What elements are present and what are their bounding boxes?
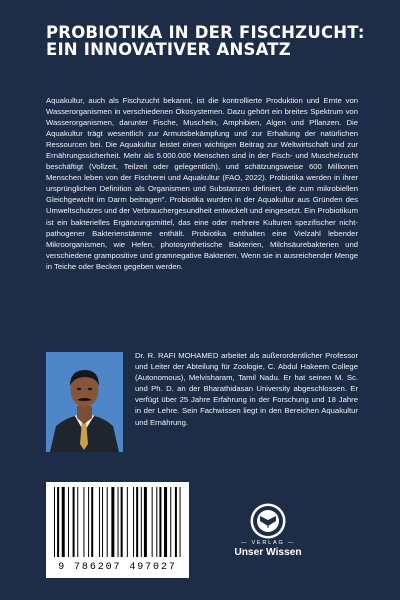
- publisher: [225, 502, 311, 562]
- barcode-bar: [57, 487, 59, 557]
- barcode-bar: [170, 487, 171, 557]
- barcode-bar: [73, 487, 75, 557]
- isbn-barcode: [46, 482, 189, 578]
- author-bio: Dr. R. RAFI MOHAMED arbeitet als außerordentlicher Professor und Leiter der Abteilung für Zoologie, C. Abdul Hakeem College (Autonomous), Melvisharam, Tamil Nadu. Er hat seinen M. Sc. und Ph. D. an der Bharathidasan University abgeschlossen. Er verfügt über 25 Jahre Erfahrung in der Forschung und 18 Jahre in der Lehre. Sein Fachwissen liegt in den Bereichen Aquakultur und Ernährung.: [135, 351, 358, 427]
- barcode-bar: [77, 487, 78, 557]
- barcode-bar: [141, 487, 142, 557]
- barcode-bar: [102, 487, 103, 557]
- isbn-number: 9 786207 497027: [58, 562, 177, 573]
- publisher-tagline: — VERLAG —: [240, 540, 296, 546]
- barcode-bar: [68, 487, 69, 557]
- publisher-name: Unser Wissen: [234, 547, 302, 558]
- barcode-bar: [136, 487, 138, 557]
- book-abstract: Aquakultur, auch als Fischzucht bekannt, ist die kontrollierte Produktion und Ernte von Wasserorganismen in verschiedenen Ökosystemen. Dazu gehört ein breites Spektrum von Wasserorganismen, darunter Fische, Muscheln, Amphibien, Algen und Pflanzen. Die Aquakultur trägt wesentlich zur Armutsbekämpfung und zur Erhaltung der natürlichen Ressourcen bei. Die Aquakultur leistet einen wichtigen Beitrag zur Weltwirtschaft und zur Ernährungssicherheit. Mehr als 5.000.000 Menschen sind in der Fisch- und Muschelzucht beschäftigt (Vollzeit, Teilzeit oder gelegentlich), und schätzungsweise 600 Millionen Menschen leben von der Fischerei und Aquakultur (FAO, 2022). Probiotika werden in ihrer ursprünglichen Definition als Organismen und Substanzen definiert, die zum mikrobiellen Gleichgewicht im Darm beitragen". Probiotika wurden in der Aquakultur aus Gründen des Umweltschutzes und der Verbrauchergesundheit entwickelt und eingesetzt. Ein Probiotikum ist ein bakterielles Ergänzungsmittel, das eine oder mehrere Kulturen spezifischer nicht-pathogener Bakterienstämme enthält. Probiotika enthalten eine Vielzahl lebender Mikroorganismen, wie Hefen, photosynthetische Bakterien, Milchsäurebakterien und verschiedene grampositive und gramnegative Bakterien. Wenn sie in ausreichender Menge in Teiche oder Becken gegeben werden.: [46, 96, 358, 271]
- barcode-bar: [127, 487, 128, 557]
- barcode-bar: [99, 487, 100, 557]
- barcode-bar: [62, 487, 65, 557]
- barcode-bar: [152, 487, 153, 557]
- barcode-bar: [156, 487, 157, 557]
- book-title: PROBIOTIKA IN DER FISCHZUCHT: EIN INNOVATIVER ANSATZ: [46, 23, 365, 59]
- barcode-bar: [159, 487, 161, 557]
- barcode-bar: [54, 487, 55, 557]
- barcode-bar: [133, 487, 134, 557]
- barcode-bar: [118, 487, 119, 557]
- barcode-bar: [111, 487, 114, 557]
- author-photo: [46, 352, 123, 452]
- publisher-logo-icon: [249, 502, 287, 540]
- barcode-bar: [144, 487, 147, 557]
- barcode-bar: [83, 487, 84, 557]
- barcode-bar: [107, 487, 108, 557]
- barcode-icon: [51, 487, 184, 557]
- barcode-bar: [91, 487, 93, 557]
- barcode-bar: [121, 487, 123, 557]
- author-portrait-icon: [46, 352, 123, 452]
- barcode-bar: [164, 487, 167, 557]
- barcode-bar: [180, 487, 181, 557]
- barcode-bar: [88, 487, 89, 557]
- barcode-bar: [175, 487, 177, 557]
